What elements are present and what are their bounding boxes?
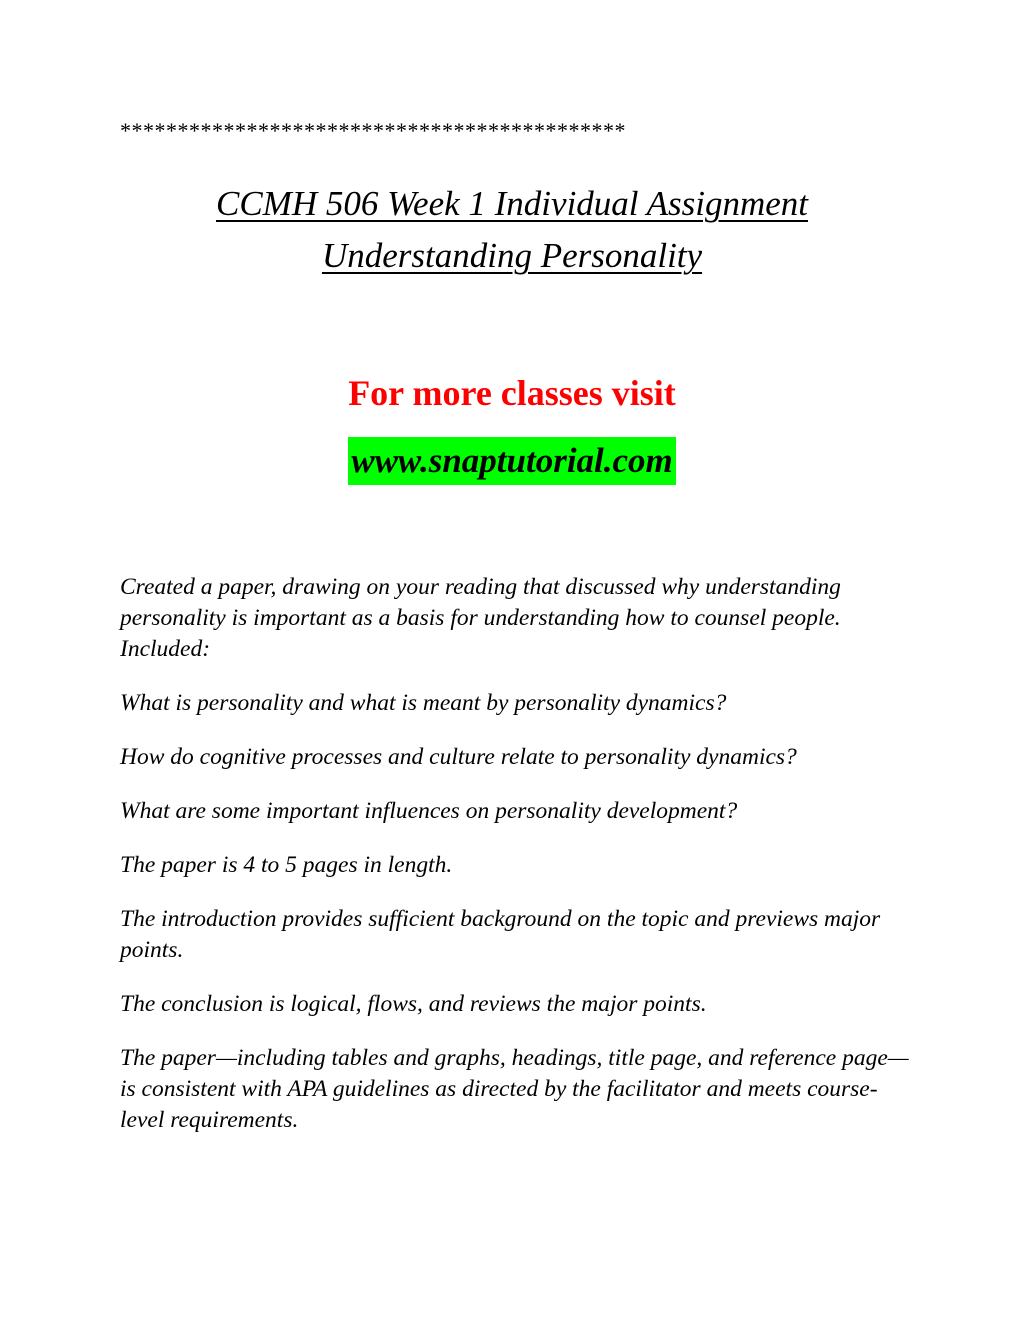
paragraph-intro: Created a paper, drawing on your reading that discussed why understanding personality is important as a basis for understanding how to counsel people. Included: (120, 574, 841, 662)
website-container (0, 437, 1024, 485)
document-title (0, 178, 1024, 282)
paragraph-length: The paper is 4 to 5 pages in length. (120, 852, 453, 878)
paragraph-conclusion: The conclusion is logical, flows, and reviews the major points. (120, 991, 707, 1017)
promo-text: For more classes visit (348, 373, 676, 413)
title-line-1: CCMH 506 Week 1 Individual Assignment (215, 184, 809, 223)
asterisk-separator: ******************************************** (120, 118, 626, 143)
paragraph-question-personality: What is personality and what is meant by personality dynamics? (120, 690, 727, 716)
website-link[interactable]: www.snaptutorial.com (348, 437, 676, 485)
paragraph-question-influences: What are some important influences on personality development? (120, 798, 738, 824)
assignment-description (120, 572, 920, 1159)
paragraph-apa: The paper—including tables and graphs, headings, title page, and reference page— is consistent with APA guidelines as directed by the facilitator and meets course-level requirements. (120, 1045, 909, 1133)
paragraph-introduction: The introduction provides sufficient background on the topic and previews major points. (120, 906, 881, 963)
title-line-2: Understanding Personality (321, 236, 703, 275)
paragraph-question-cognitive: How do cognitive processes and culture relate to personality dynamics? (120, 744, 797, 770)
